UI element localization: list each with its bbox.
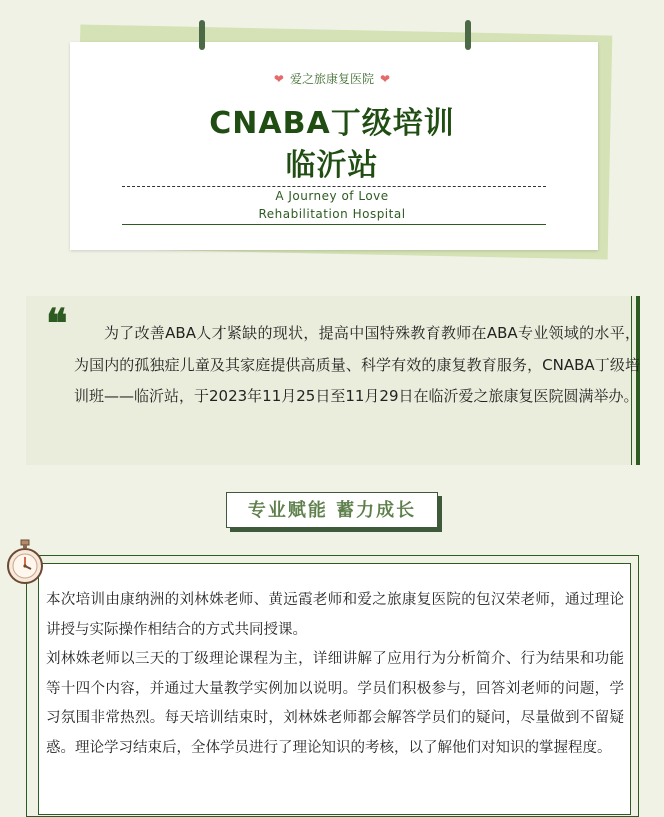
intro-box xyxy=(26,296,640,465)
quote-icon: ❝ xyxy=(46,300,68,347)
content-paragraph-2: 刘林姝老师以三天的丁级理论课程为主，详细讲解了应用行为分析简介、行为结果和功能等十四个内容，并通过大量教学实例加以说明。学员们积极参与，回答刘老师的问题，学习氛围非常热烈。每天培训结束时，刘林姝老师都会解答学员们的疑问，尽量做到不留疑惑。理论学习结束后，全体学员进行了理论知识的考核，以了解他们对知识的掌握程度。 xyxy=(46,651,624,756)
dashed-divider xyxy=(122,186,546,187)
subtitle-line1: A Journey of Love xyxy=(275,189,389,203)
pin-left xyxy=(199,20,205,50)
intro-text: 为了改善ABA人才紧缺的现状，提高中国特殊教育教师在ABA专业领域的水平，为国内的孤独症儿童及其家庭提供高质量、科学有效的康复教育服务，CNABA丁级培训班——临沂站，于2023年11月25日至11月29日在临沂爱之旅康复医院圆满举办。 xyxy=(74,324,640,405)
stopwatch-icon xyxy=(4,538,46,586)
pin-right xyxy=(465,20,471,50)
page-title: CNABA丁级培训 xyxy=(209,106,455,141)
hospital-line xyxy=(0,70,664,87)
hospital-name: 爱之旅康复医院 xyxy=(289,72,374,86)
content-text xyxy=(46,586,624,763)
page-title-line2: 临沂站 xyxy=(285,148,379,183)
solid-divider xyxy=(122,224,546,225)
heart-icon: ❤ xyxy=(380,72,391,86)
content-paragraph-1: 本次培训由康纳洲的刘林姝老师、黄远霞老师和爱之旅康复医院的包汉荣老师，通过理论讲授与实际操作相结合的方式共同授课。 xyxy=(46,592,624,638)
heart-icon: ❤ xyxy=(273,72,284,86)
subtitle-line2: Rehabilitation Hospital xyxy=(258,207,406,221)
section-tag: 专业赋能 蓄力成长 xyxy=(226,492,438,528)
